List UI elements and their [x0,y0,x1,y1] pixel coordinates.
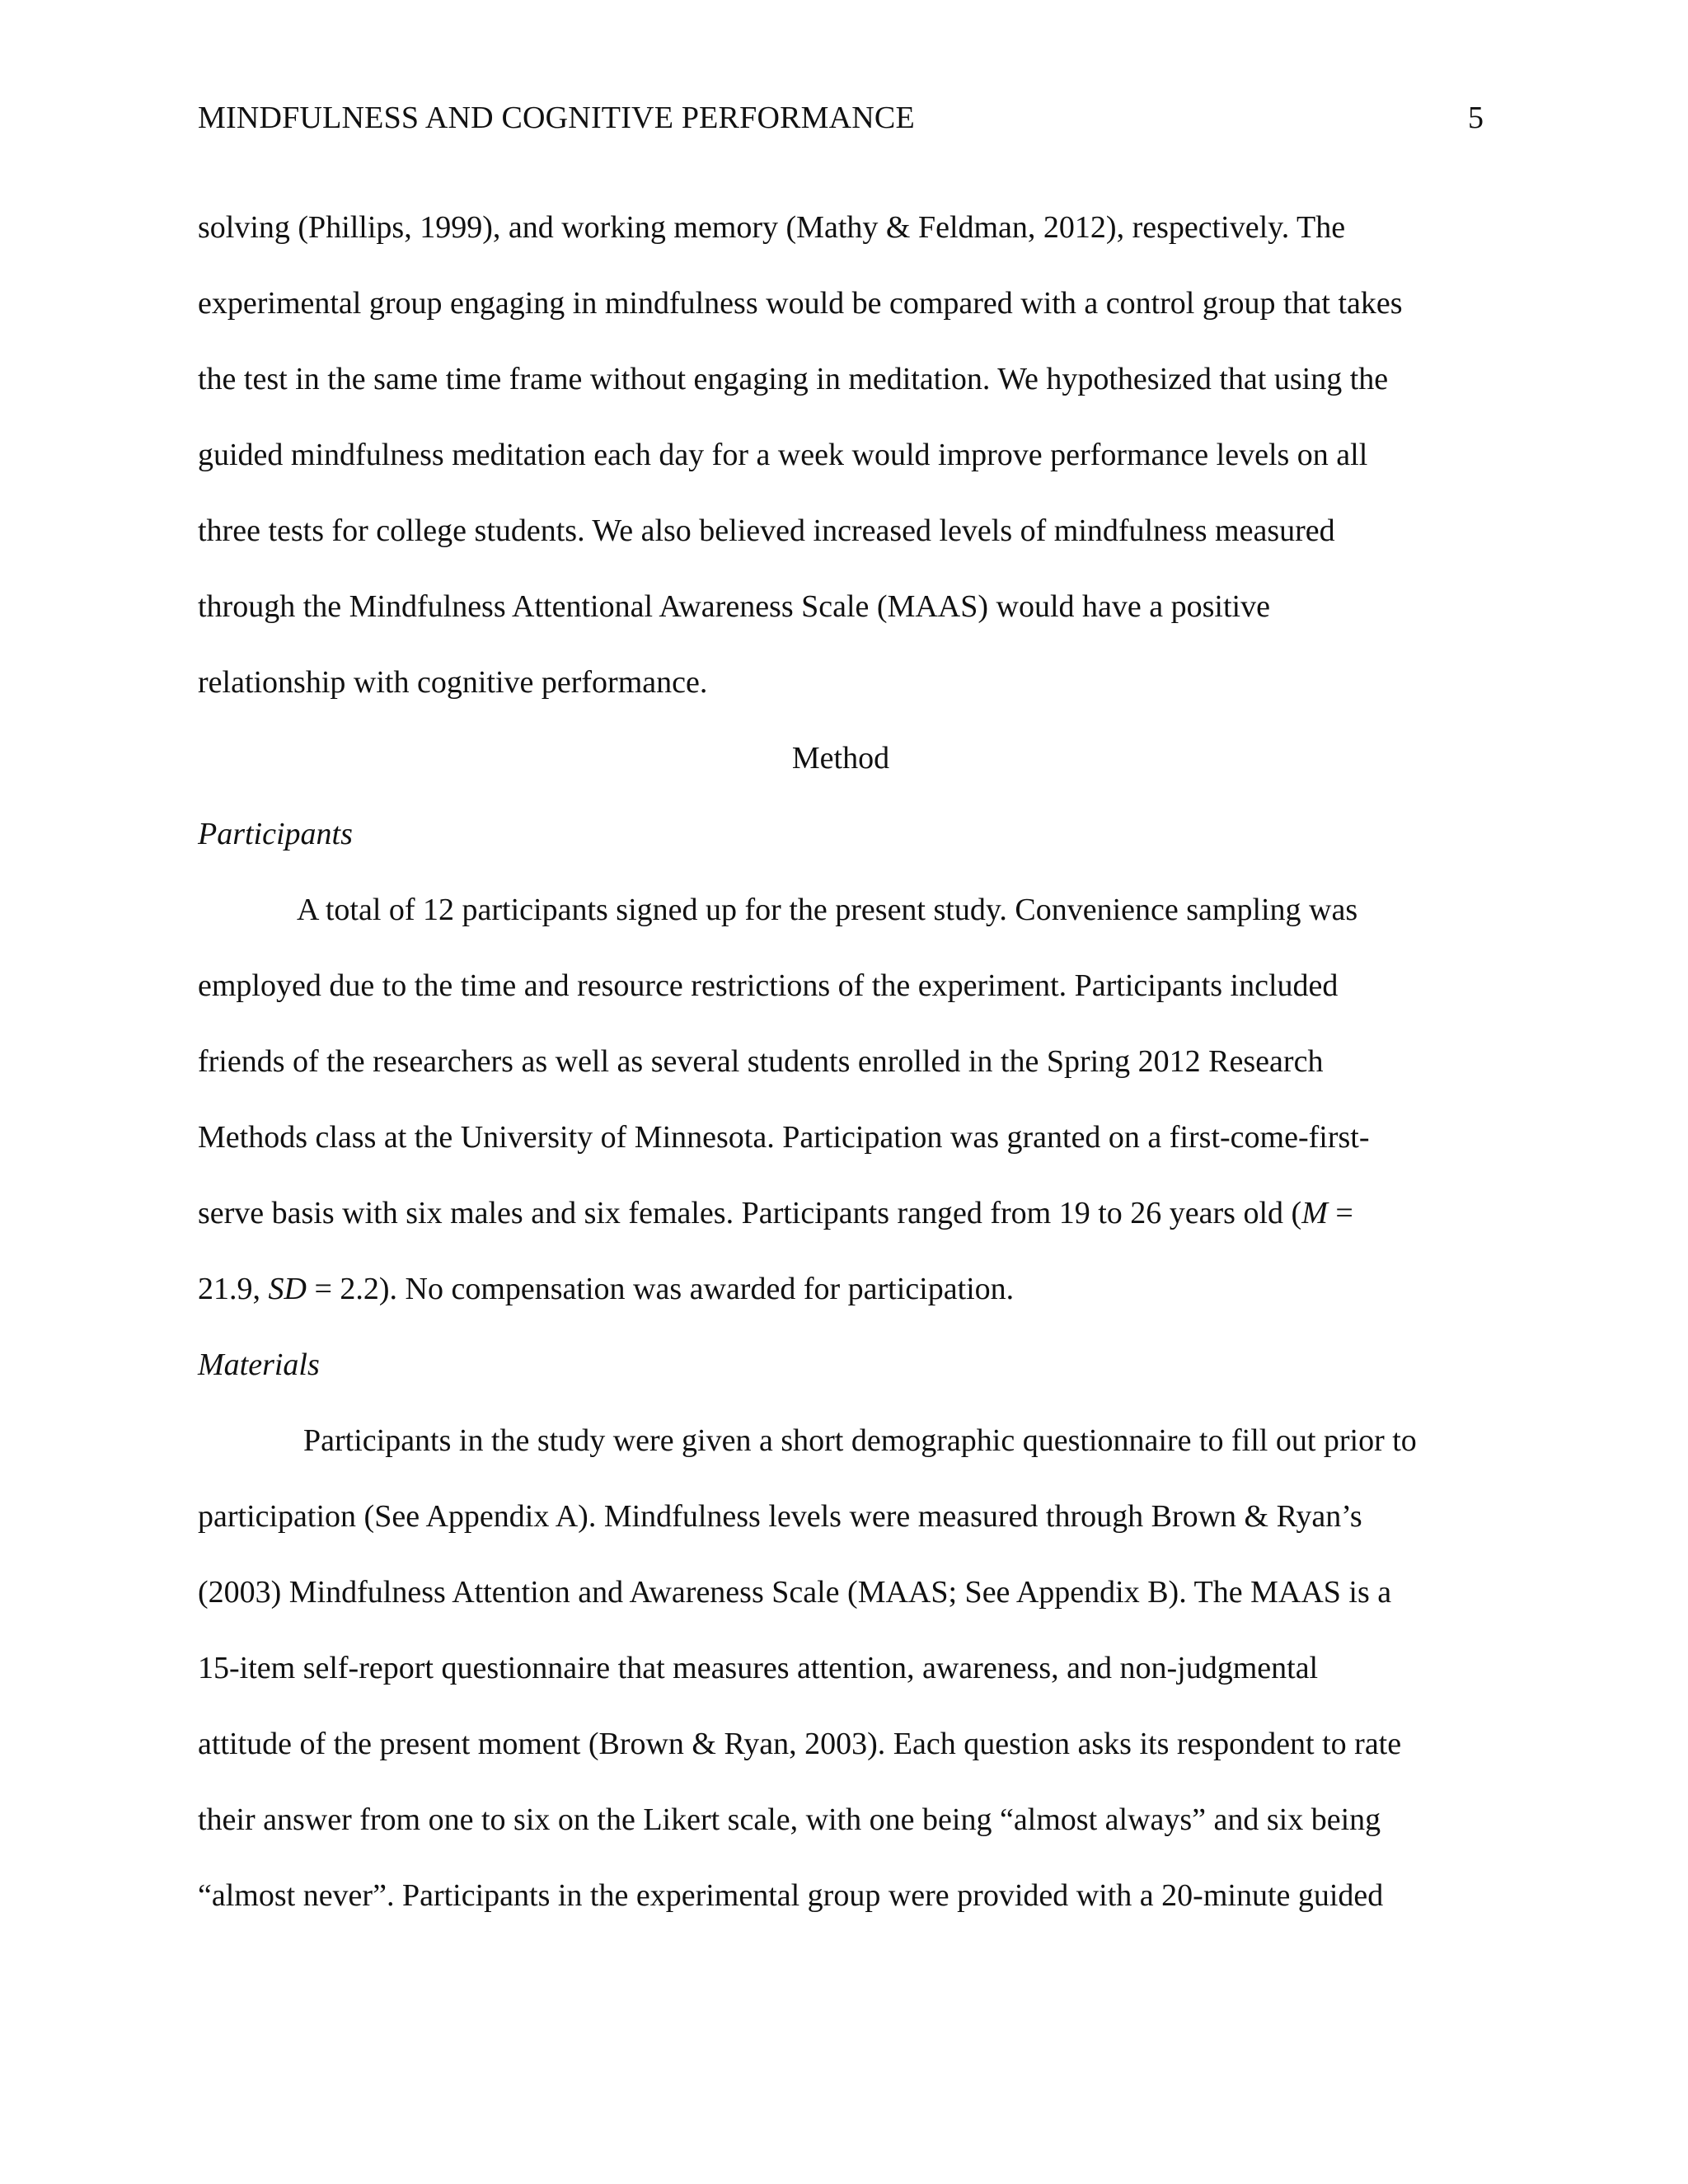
text-line: participation (See Appendix A). Mindfulness levels were measured through Brown & Ryan’s [198,1499,1362,1534]
running-head-title: MINDFULNESS AND COGNITIVE PERFORMANCE [198,101,915,135]
text-line: experimental group engaging in mindfulness would be compared with a control group that takes [198,286,1403,321]
text-line: A total of 12 participants signed up for the present study. Convenience sampling was [297,893,1358,927]
text-line: friends of the researchers as well as several students enrolled in the Spring 2012 Research [198,1044,1324,1079]
text-line [198,1251,1484,1327]
text-line: Participants in the study were given a short demographic questionnaire to fill out prior to [303,1423,1417,1458]
materials-paragraph [198,1403,1484,1933]
text-line: relationship with cognitive performance. [198,665,708,700]
text-line: Methods class at the University of Minnesota. Participation was granted on a first-come-first- [198,1120,1370,1155]
introduction-paragraph [198,190,1484,720]
method-heading: Method [791,741,890,776]
text-line: three tests for college students. We also believed increased levels of mindfulness measured [198,513,1335,548]
page-number: 5 [1468,101,1484,135]
text-line: through the Mindfulness Attentional Awareness Scale (MAAS) would have a positive [198,589,1270,624]
text-line: (2003) Mindfulness Attention and Awareness Scale (MAAS; See Appendix B). The MAAS is a [198,1575,1392,1610]
text-line [198,1175,1484,1251]
materials-heading: Materials [198,1347,320,1382]
statistic-sd-symbol: SD [268,1272,307,1306]
text-line: 15-item self-report questionnaire that measures attention, awareness, and non-judgmental [198,1651,1319,1685]
text-line: “almost never”. Participants in the experimental group were provided with a 20-minute guided [198,1878,1384,1913]
participants-paragraph [198,872,1484,1327]
text-segment: serve basis with six males and six females. Participants ranged from 19 to 26 years old ( [198,1196,1302,1230]
text-line: their answer from one to six on the Likert scale, with one being “almost always” and six being [198,1802,1381,1837]
running-head [198,97,1484,138]
text-line: the test in the same time frame without engaging in meditation. We hypothesized that using the [198,362,1389,396]
text-segment: 21.9, [198,1272,269,1306]
text-segment: = [1327,1196,1353,1230]
text-segment: = 2.2). No compensation was awarded for participation. [306,1272,1015,1306]
text-line: guided mindfulness meditation each day for a week would improve performance levels on all [198,438,1368,472]
document-body [198,190,1484,1933]
text-line: attitude of the present moment (Brown & Ryan, 2003). Each question asks its respondent to rate [198,1727,1402,1761]
text-line: employed due to the time and resource restrictions of the experiment. Participants included [198,968,1339,1003]
text-line: solving (Phillips, 1999), and working memory (Mathy & Feldman, 2012), respectively. The [198,210,1346,245]
participants-heading: Participants [198,817,353,851]
statistic-mean-symbol: M [1301,1196,1328,1230]
